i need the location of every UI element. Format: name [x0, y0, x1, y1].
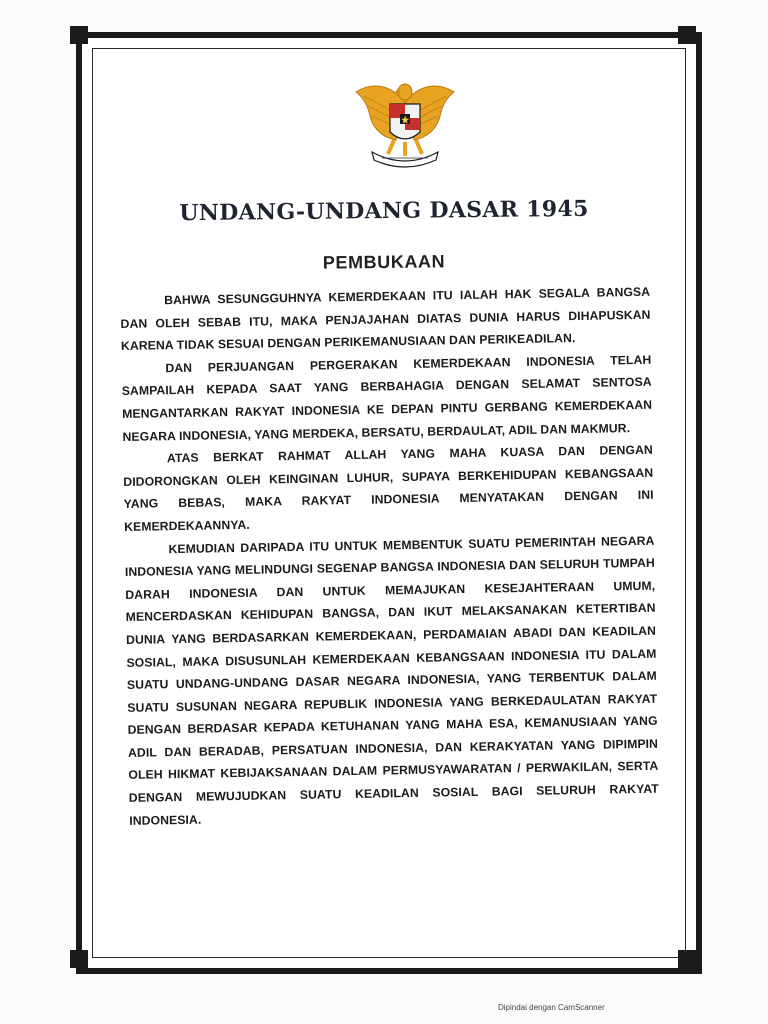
frame-corner-top-right [678, 26, 696, 44]
scanner-watermark: Dipindai dengan CamScanner [498, 1003, 605, 1012]
page-title: UNDANG-UNDANG DASAR 1945 [179, 195, 589, 227]
paragraph: KEMUDIAN DARIPADA ITU UNTUK MEMBENTUK SUATU PEMERINTAH NEGARA INDONESIA YANG MELINDUNGI SEGENAP BANGSA INDONESIA DAN SELURUH TUMPAH DARAH INDONESIA DAN UNTUK MEMAJUKAN KESEJAHTERAAN UMUM, MENCERDASKAN KEHIDUPAN BANGSA, DAN IKUT MELAKSANAKAN KETERTIBAN DUNIA YANG BERDASARKAN KEMERDEKAAN, PERDAMAIAN ABADI DAN KEADILAN SOSIAL, MAKA DISUSUNLAH KEMERDEKAAN KEBANGSAAN INDONESIA ITU DALAM SUATU UNDANG-UNDANG DASAR NEGARA INDONESIA, YANG TERBENTUK DALAM SUATU SUSUNAN NEGARA REPUBLIK INDONESIA YANG BERKEDAULATAN RAKYAT DENGAN BERDASAR KEPADA KETUHANAN YANG MAHA ESA, KEMANUSIAAN YANG ADIL DAN BERADAB, PERSATUAN INDONESIA, DAN KERAKYATAN YANG DIPIMPIN OLEH HIKMAT KEBIJAKSANAAN DALAM PERMUSYAWARATAN / PERWAKILAN, SERTA DENGAN MEWUJUDKAN SUATU KEADILAN SOSIAL BAGI SELURUH RAKYAT INDONESIA. [124, 533, 659, 828]
garuda-pancasila-emblem-icon [350, 74, 460, 174]
paragraph: ATAS BERKAT RAHMAT ALLAH YANG MAHA KUASA DAN DENGAN DIDORONGKAN OLEH KEINGINAN LUHUR, SUPAYA BERKEHIDUPAN KEBANGSAAN YANG BEBAS, MAKA RAKYAT INDONESIA MENYATAKAN DENGAN INI KEMERDEKAANNYA. [123, 442, 654, 534]
frame-corner-bottom-right [678, 950, 696, 968]
frame-corner-top-left [70, 26, 88, 44]
paragraph: DAN PERJUANGAN PERGERAKAN KEMERDEKAAN INDONESIA TELAH SAMPAILAH KEPADA SAAT YANG BERBAHAGIA DENGAN SELAMAT SENTOSA MENGANTARKAN RAKYAT INDONESIA KE DEPAN PINTU GERBANG KEMERDEKAAN NEGARA INDONESIA, YANG MERDEKA, BERSATU, BERDAULAT, ADIL DAN MAKMUR. [121, 352, 653, 444]
paragraph: BAHWA SESUNGGUHNYA KEMERDEKAAN ITU IALAH HAK SEGALA BANGSA DAN OLEH SEBAB ITU, MAKA PENJAJAHAN DIATAS DUNIA HARUS DIHAPUSKAN KARENA TIDAK SESUAI DENGAN PERIKEMANUSIAAN DAN PERIKEADILAN. [120, 284, 651, 354]
page-subtitle: PEMBUKAAN [322, 251, 446, 273]
preamble-body [120, 281, 659, 832]
frame-corner-bottom-left [70, 950, 88, 968]
